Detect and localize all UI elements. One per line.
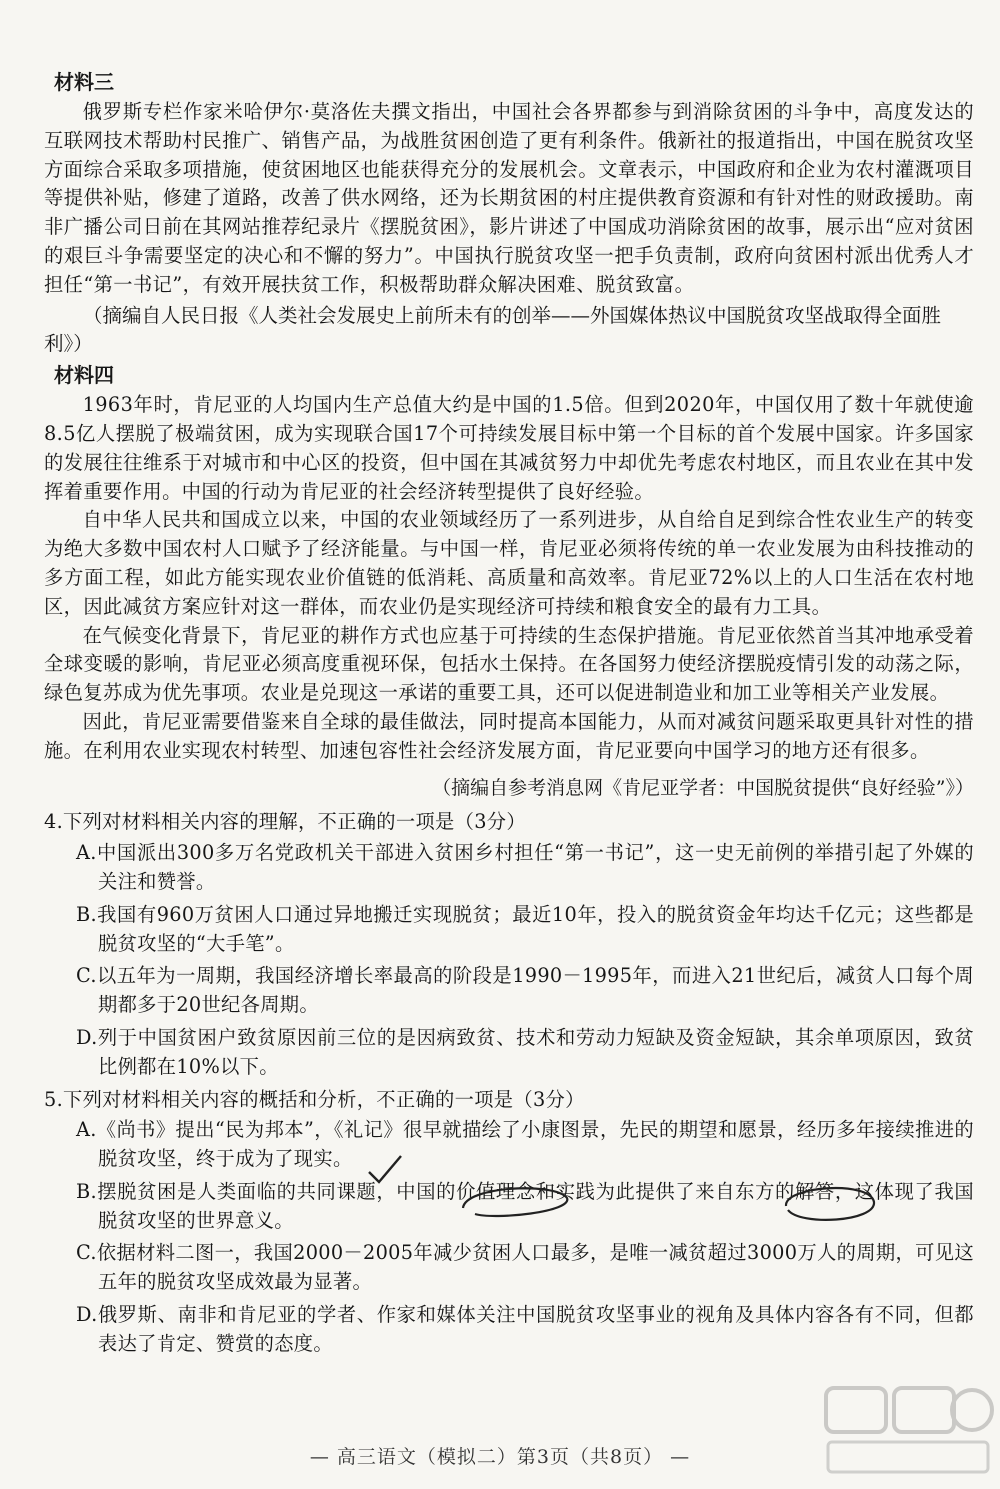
question-5: [44, 1086, 974, 1359]
material-four-paragraph-3: 在气候变化背景下，肯尼亚的耕作方式也应基于可持续的生态保护措施。肯尼亚依然首当其冲地承受着全球变暖的影响，肯尼亚必须高度重视环保，包括水土保持。在各国努力使经济摆脱疫情引发的动荡之际，绿色复苏成为优先事项。农业是兑现这一承诺的重要工具，还可以促进制造业和加工业等相关产业发展。: [44, 623, 974, 705]
question-5-option-a: A.《尚书》提出“民为邦本”，《礼记》很早就描绘了小康图景，先民的期望和愿景，经历多年接续推进的脱贫攻坚，终于成为了现实。: [76, 1118, 974, 1171]
page-footer: — 高三语文（模拟二）第3页（共8页） —: [309, 1446, 691, 1468]
question-4-stem: 4.下列对材料相关内容的理解，不正确的一项是（3分）: [44, 810, 526, 834]
question-5-option-c: C.依据材料二图一，我国2000－2005年减少贫困人口最多，是唯一减贫超过3000万人的周期，可见这五年的脱贫攻坚成效最为显著。: [76, 1241, 974, 1294]
material-three-paragraph: 俄罗斯专栏作家米哈伊尔·莫洛佐夫撰文指出，中国社会各界都参与到消除贫困的斗争中，高度发达的互联网技术帮助村民推广、销售产品，为战胜贫困创造了更有利条件。俄新社的报道指出，中国在脱贫攻坚方面综合采取多项措施，使贫困地区也能获得充分的发展机会。文章表示，中国政府和企业为农村灌溉项目等提供补贴，修建了道路，改善了供水网络，还为长期贫困的村庄提供教育资源和有针对性的财政援助。南非广播公司日前在其网站推荐纪录片《摆脱贫困》，影片讲述了中国成功消除贫困的故事，展示出“应对贫困的艰巨斗争需要坚定的决心和不懈的努力”。中国执行脱贫攻坚一把手负责制，政府向贫困村派出优秀人才担任“第一书记”，有效开展扶贫工作，积极帮助群众解决困难、脱贫致富。: [44, 100, 974, 296]
question-5-option-d: D.俄罗斯、南非和肯尼亚的学者、作家和媒体关注中国脱贫攻坚事业的视角及具体内容各有不同，但都表达了肯定、赞赏的态度。: [76, 1303, 974, 1355]
material-four: [44, 363, 974, 802]
question-4-option-c: C.以五年为一周期，我国经济增长率最高的阶段是1990－1995年，而进入21世纪后，减贫人口每个周期都多于20世纪各周期。: [76, 964, 974, 1017]
question-4-option-b: B.我国有960万贫困人口通过异地搬迁实现脱贫；最近10年，投入的脱贫资金年均达千亿元；这些都是脱贫攻坚的“大手笔”。: [76, 902, 974, 955]
material-three-title: 材料三: [54, 70, 114, 94]
material-four-paragraph-2: 自中华人民共和国成立以来，中国的农业领域经历了一系列进步，从自给自足到综合性农业生产的转变为绝大多数中国农村人口赋予了经济能量。与中国一样，肯尼亚必须将传统的单一农业发展为由科技推动的多方面工程，如此方能实现农业价值链的低消耗、高质量和高效率。肯尼亚72%以上的人口生活在农村地区，因此减贫方案应针对这一群体，而农业仍是实现经济可持续和粮食安全的最有力工具。: [44, 508, 974, 618]
material-four-paragraph-4: 因此，肯尼亚需要借鉴来自全球的最佳做法，同时提高本国能力，从而对减贫问题采取更具针对性的措施。在利用农业实现农村转型、加速包容性社会经济发展方面，肯尼亚要向中国学习的地方还有很多。: [44, 709, 974, 762]
material-three-source: （摘编自人民日报《人类社会发展史上前所未有的创举——外国媒体热议中国脱贫攻坚战取得全面胜利》）: [44, 303, 942, 356]
question-4: [44, 808, 974, 1081]
material-four-source: （摘编自参考消息网《肯尼亚学者：中国脱贫提供“良好经验”》）: [432, 776, 974, 799]
question-5-option-b: B.摆脱贫困是人类面临的共同课题，中国的价值理念和实践为此提供了来自东方的解答，这体现了我国脱贫攻坚的世界意义。: [76, 1179, 974, 1232]
material-three: [44, 70, 974, 359]
material-four-paragraph-1: 1963年时，肯尼亚的人均国内生产总值大约是中国的1.5倍。但到2020年，中国仅用了数十年就使逾8.5亿人摆脱了极端贫困，成为实现联合国17个可持续发展目标中第一个目标的首个发展中国家。许多国家的发展往往维系于对城市和中心区的投资，但中国在其减贫努力中却优先考虑农村地区，而且农业在其中发挥着重要作用。中国的行动为肯尼亚的社会经济转型提供了良好经验。: [44, 393, 974, 503]
question-4-option-a: A.中国派出300多万名党政机关干部进入贫困乡村担任“第一书记”，这一史无前例的举措引起了外媒的关注和赞誉。: [76, 841, 974, 893]
material-four-title: 材料四: [54, 363, 114, 388]
exam-page: [44, 70, 974, 1363]
question-4-option-d: D.列于中国贫困户致贫原因前三位的是因病致贫、技术和劳动力短缺及资金短缺，其余单项原因，致贫比例都在10%以下。: [76, 1025, 974, 1078]
question-5-stem: 5.下列对材料相关内容的概括和分析，不正确的一项是（3分）: [44, 1087, 585, 1111]
